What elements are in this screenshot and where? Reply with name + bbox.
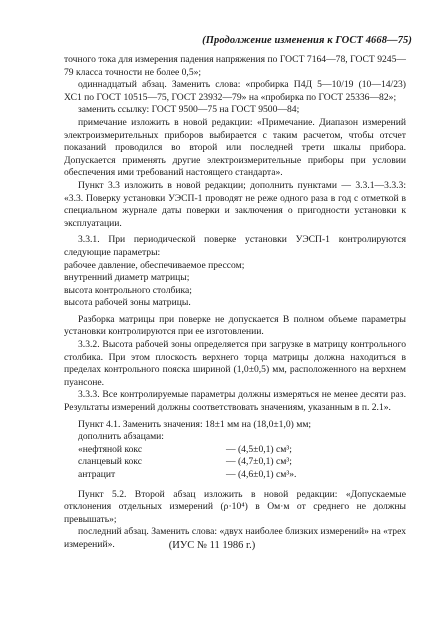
- value-name: сланцевый кокс: [78, 456, 142, 468]
- paragraph: Пункт 4.1. Заменить значения: 18±1 мм на (18,0±1,0) мм;: [78, 418, 312, 430]
- paragraph: 3.3.3. Все контролируемые параметры должны измеряться не менее десяти раз. Результаты измерений должны соответствовать значениям, указанным в п. 2.1».: [64, 389, 406, 414]
- list-item: высота рабочей зоны матрицы.: [64, 297, 191, 309]
- value-row: [64, 469, 406, 482]
- value-row: [64, 456, 406, 469]
- value-amount: — (4,6±0,1) см³».: [226, 469, 297, 480]
- page-header: (Продолжение изменения к ГОСТ 4668—75): [202, 35, 412, 46]
- value-amount: — (4,7±0,1) см³;: [226, 456, 292, 468]
- paragraph: последний абзац. Заменить слова: «двух наиболее близких измерений» на «трех измерений».: [64, 526, 406, 550]
- paragraph: дополнить абзацами:: [78, 431, 164, 443]
- value-name: антрацит: [78, 469, 116, 480]
- paragraph: 3.3.1. При периодической поверке установки УЭСП-1 контролируются следующие параметры:: [64, 234, 406, 258]
- issue-reference: (ИУС № 11 1986 г.): [168, 540, 256, 551]
- paragraph: Пункт 3.3 изложить в новой редакции; дополнить пунктами — 3.3.1—3.3.3: «3.3. Поверку установки УЭСП-1 проводят не реже одного раза в год с отметкой в специальном журнале даты поверки и заключения о пригодности установки к эксплуатации.: [64, 179, 406, 229]
- paragraph: Пункт 5.2. Второй абзац изложить в новой редакции: «Допускаемые отклонения отдельных измерений (ρ·10⁴) в Ом·м от среднего не должны превышать»;: [64, 488, 406, 525]
- paragraph: примечание изложить в новой редакции: «Примечание. Диапазон измерений электроизмерительных приборов выбирается с таким расчетом, чтобы отсчет показаний проводился во второй или последней трети шкалы прибора. Допускается применять другие электроизмерительные приборы при условии обеспечения ими требований настоящего стандарта».: [64, 116, 406, 179]
- value-row: [64, 444, 406, 457]
- paragraph: точного тока для измерения падения напряжения по ГОСТ 7164—78, ГОСТ 9245—79 класса точности не более 0,5»;: [64, 54, 406, 78]
- list-item: высота контрольного столбика;: [64, 284, 192, 296]
- list-item: рабочее давление, обеспечиваемое прессом;: [64, 259, 245, 271]
- value-name: «нефтяной кокс: [78, 443, 143, 455]
- paragraph: одиннадцатый абзац. Заменить слова: «пробирка П4Д 5—10/19 (10—14/23) ХС1 по ГОСТ 10515—75, ГОСТ 23932—79» на «пробирка по ГОСТ 25336—82»;: [64, 79, 406, 103]
- list-item: внутренний диаметр матрицы;: [64, 272, 190, 284]
- document-body: [64, 54, 406, 552]
- value-amount: — (4,5±0,1) см³;: [226, 443, 292, 455]
- paragraph: 3.3.2. Высота рабочей зоны определяется при загрузке в матрицу контрольного столбика. При этом плоскость верхнего торца матрицы должна находиться в пределах контрольного пояска шириной (1,0±0,5) мм, расположенного на верхнем пуансоне.: [64, 339, 406, 388]
- paragraph: Разборка матрицы при поверке не допускается В полном объеме параметры установки контролируются при ее изготовлении.: [64, 313, 406, 338]
- paragraph: заменить ссылку: ГОСТ 9500—75 на ГОСТ 9500—84;: [78, 104, 300, 116]
